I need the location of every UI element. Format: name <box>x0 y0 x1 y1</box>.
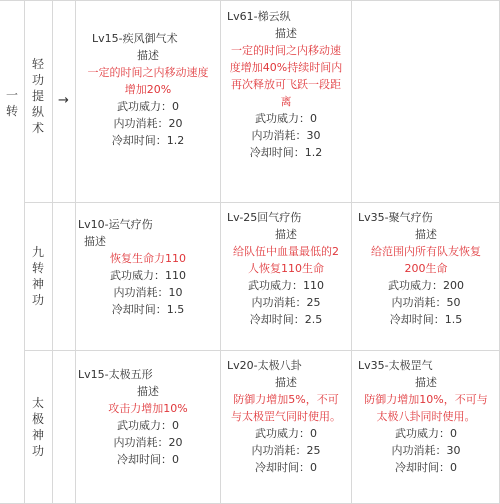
skill-card <box>78 30 218 149</box>
desc-label: 描述 <box>137 385 159 398</box>
skill-title: Lv61-梯云纵 <box>227 10 291 23</box>
first-col-label: 一转 <box>5 88 18 118</box>
skill-card <box>354 209 498 328</box>
desc-label: 描述 <box>137 49 159 62</box>
skill-stat: 冷却时间：0 <box>117 453 179 466</box>
desc-label: 描述 <box>84 235 106 248</box>
skill-card <box>223 8 349 161</box>
skill-stat: 冷却时间：2.5 <box>249 313 323 326</box>
skill-desc-line: 恢复生命力110 <box>110 252 186 265</box>
skill-stat: 武功威力：110 <box>110 269 186 282</box>
skill-desc-line: 增加20% <box>124 83 172 96</box>
skill-stat: 冷却时间：1.5 <box>389 313 463 326</box>
skill-title: Lv-25回气疗伤 <box>227 211 302 224</box>
skill-desc-line: 防御力增加10%，不可与 <box>364 393 488 406</box>
category-label: 太极神功 <box>31 396 44 458</box>
skill-stat: 武功威力：200 <box>388 279 464 292</box>
skill-stat: 内功消耗：30 <box>391 444 461 457</box>
grid-line <box>52 0 53 504</box>
skill-stat: 内功消耗：30 <box>251 129 321 142</box>
skill-stat: 内功消耗：20 <box>113 117 183 130</box>
category-label: 九转神功 <box>31 245 44 307</box>
skill-stat: 冷却时间：0 <box>255 461 317 474</box>
skill-desc-line: 给队伍中血量最低的2 <box>233 245 339 258</box>
grid-line <box>24 350 500 351</box>
skill-desc-line: 防御力增加5%，不可 <box>233 393 339 406</box>
skill-desc-line: 200生命 <box>404 262 448 275</box>
category-label: 轻功提纵术 <box>31 57 44 135</box>
desc-label: 描述 <box>415 376 437 389</box>
grid-line <box>24 0 25 504</box>
arrow-icon: → <box>58 93 69 108</box>
skill-desc-line: 人恢复110生命 <box>248 262 324 275</box>
skill-stat: 武功威力：0 <box>117 100 179 113</box>
skill-title: Lv20-太极八卦 <box>227 359 302 372</box>
skill-card <box>78 366 218 468</box>
skill-stat: 内功消耗：50 <box>391 296 461 309</box>
skill-card <box>354 357 498 476</box>
skill-desc-line: 一定的时间之内移动速 <box>231 44 341 57</box>
skill-title: Lv15-疾风御气术 <box>92 32 178 45</box>
grid-line <box>0 0 500 1</box>
grid-line <box>220 0 221 504</box>
skill-stat: 内功消耗：25 <box>251 296 321 309</box>
skill-stat: 武功威力：0 <box>255 427 317 440</box>
skill-stat: 冷却时间：1.5 <box>111 303 185 316</box>
skill-stat: 武功威力：0 <box>117 419 179 432</box>
skill-desc-line: 离 <box>280 95 292 108</box>
skill-stat: 武功威力：110 <box>248 279 324 292</box>
skill-card <box>78 216 218 318</box>
desc-label: 描述 <box>415 228 437 241</box>
skill-stat: 武功威力：0 <box>395 427 457 440</box>
skill-desc-line: 再次释放可飞跃一段距 <box>231 78 341 91</box>
skill-stat: 内功消耗：20 <box>113 436 183 449</box>
skill-title: Lv15-太极五形 <box>78 368 153 381</box>
skill-title: Lv35-太极罡气 <box>358 359 433 372</box>
grid-line <box>24 202 500 203</box>
skill-stat: 武功威力：0 <box>255 112 317 125</box>
desc-label: 描述 <box>275 228 297 241</box>
skill-desc-line: 一定的时间之内移动速度 <box>87 66 209 79</box>
skill-desc-line: 与太极罡气同时使用。 <box>231 410 341 423</box>
skill-desc-line: 给范围内所有队友恢复 <box>371 245 481 258</box>
skill-stat: 冷却时间：1.2 <box>249 146 323 159</box>
skill-title: Lv35-聚气疗伤 <box>358 211 433 224</box>
skill-desc-line: 度增加40%持续时间内 <box>229 61 343 74</box>
grid-line <box>75 0 76 504</box>
skill-stat: 内功消耗：10 <box>113 286 183 299</box>
skill-stat: 内功消耗：25 <box>251 444 321 457</box>
skill-stat: 冷却时间：1.2 <box>111 134 185 147</box>
skill-card <box>223 357 349 476</box>
skill-stat: 冷却时间：0 <box>395 461 457 474</box>
desc-label: 描述 <box>275 27 297 40</box>
skill-title: Lv10-运气疗伤 <box>78 218 153 231</box>
desc-label: 描述 <box>275 376 297 389</box>
skill-desc-line: 太极八卦同时使用。 <box>376 410 476 423</box>
skill-desc-line: 攻击力增加10% <box>108 402 188 415</box>
skill-card <box>223 209 349 328</box>
grid-line <box>351 0 352 504</box>
